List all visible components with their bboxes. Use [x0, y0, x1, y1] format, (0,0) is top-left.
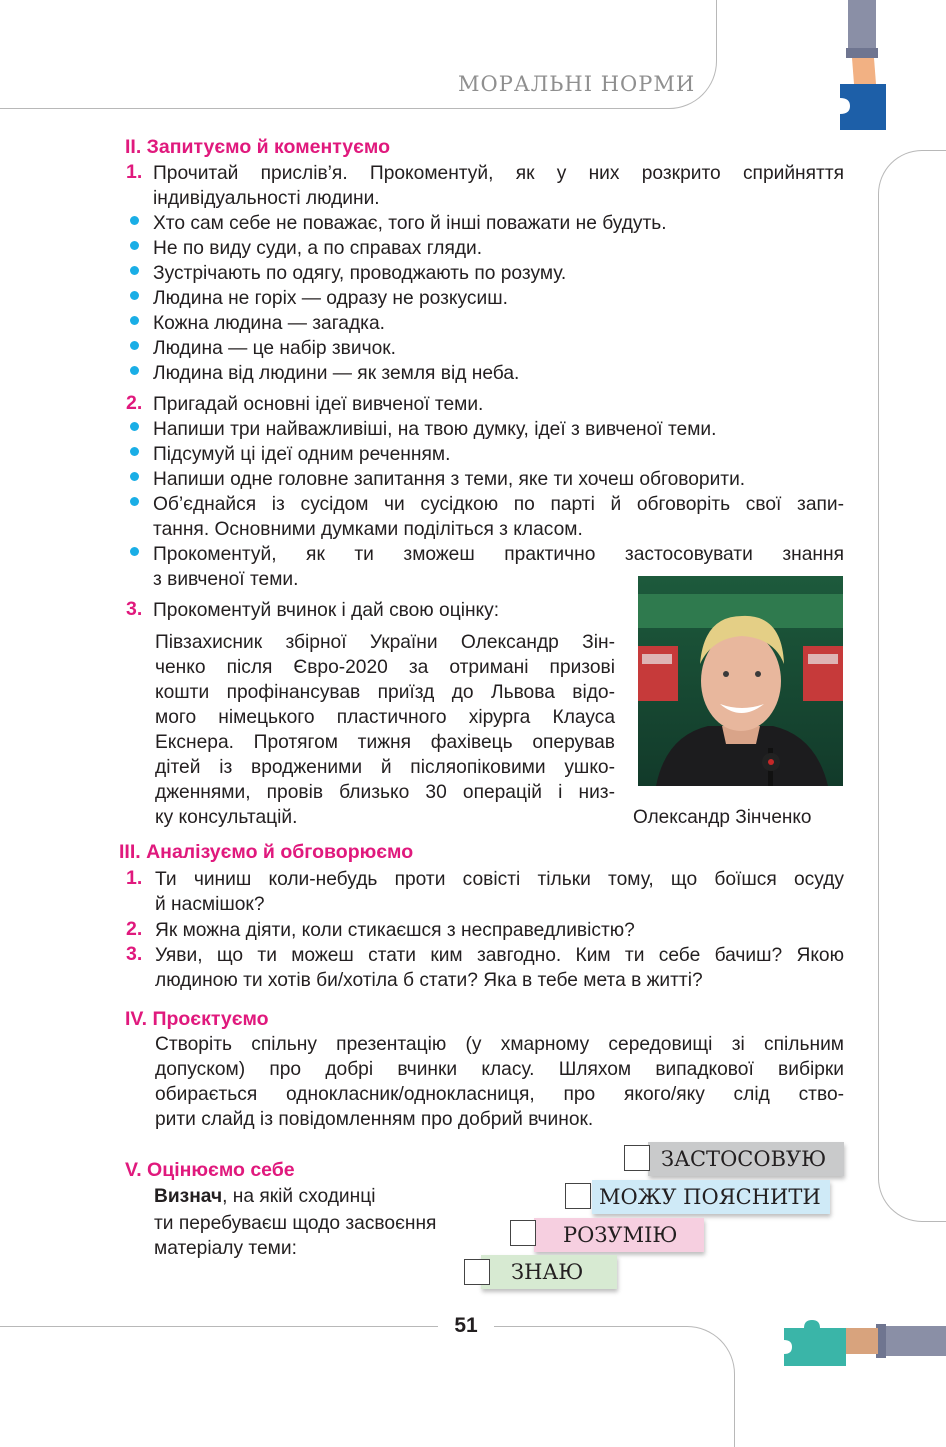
level-understand	[534, 1218, 704, 1252]
discussion-question-cont: й насмішок?	[155, 894, 265, 915]
discussion-question: Як можна діяти, коли стикаєшся з несправедливістю?	[155, 920, 635, 941]
side-tab-frame	[878, 150, 946, 1222]
story-line: Екснера. Протягом тижня фахівець оперував	[155, 732, 615, 753]
level-apply	[648, 1142, 844, 1176]
bullet-dot	[130, 422, 139, 431]
story-line: ку консультацій.	[155, 807, 298, 828]
self-assessment-instruction-cont: ти перебуваєш щодо засвоєння	[154, 1213, 437, 1234]
proverb-item: Кожна людина — загадка.	[153, 313, 385, 334]
checkbox-understand[interactable]	[510, 1220, 536, 1246]
task-2-item: Об’єднайся із сусідом чи сусідкою по парті й обговоріть свої запи-	[153, 494, 844, 515]
task-2-item: Напиши три найважливіші, на твою думку, ідеї з вивченої теми.	[153, 419, 717, 440]
bullet-dot	[130, 316, 139, 325]
level-label: ЗНАЮ	[511, 1260, 584, 1284]
bullet-dot	[130, 547, 139, 556]
section-5-heading: V. Оцінюємо себе	[125, 1159, 295, 1181]
task-2-number: 2.	[126, 392, 143, 414]
story-line: кошти профінансував приїзд до Львова відо-	[155, 682, 615, 703]
discussion-question: Уяви, що ти можеш стати ким завгодно. Ким ти себе бачиш? Якою	[155, 945, 844, 966]
proverb-item: Зустрічають по одягу, проводжають по розуму.	[153, 263, 567, 284]
proverb-item: Людина не горіх — одразу не розкусиш.	[153, 288, 508, 309]
project-text-line: допуском) про добрі вчинки класу. Шляхом випадкової вибірки	[155, 1059, 844, 1080]
task-3-number: 3.	[126, 598, 143, 620]
task-2-item-cont: тання. Основними думками поділіться з класом.	[153, 519, 583, 540]
self-assessment-instruction-cont: матеріалу теми:	[154, 1238, 297, 1259]
page-number: 51	[454, 1314, 478, 1337]
running-title: МОРАЛЬНІ НОРМИ	[458, 72, 696, 96]
hand-holding-puzzle-icon	[834, 0, 894, 132]
task-2-item: Напиши одне головне запитання з теми, яке ти хочеш обговорити.	[153, 469, 746, 490]
bullet-dot	[130, 341, 139, 350]
bullet-dot	[130, 291, 139, 300]
story-line: Півзахисник збірної України Олександр Зін-	[155, 632, 615, 653]
proverb-item: Не по виду суди, а по справах гляди.	[153, 238, 483, 259]
item-number: 1.	[126, 867, 143, 889]
story-line: мого німецького пластичного хірурга Клауса	[155, 707, 615, 728]
story-line: дітей із вродженими й післяопіковими ушко-	[155, 757, 615, 778]
discussion-question: Ти чиниш коли-небудь проти совісті тільки тому, що боїшся осуду	[155, 869, 844, 890]
task-2-item: Підсумуй ці ідеї одним реченням.	[153, 444, 451, 465]
level-label: МОЖУ ПОЯСНИТИ	[599, 1185, 821, 1209]
item-number: 3.	[126, 943, 143, 965]
instruction-rest: , на якій сходинці	[222, 1186, 376, 1207]
checkbox-apply[interactable]	[624, 1145, 650, 1171]
instruction-bold-word: Визнач	[154, 1186, 223, 1207]
task-1-text-cont: індивідуальності людини.	[153, 188, 380, 209]
story-line: ченко після Євро-2020 за отримані призові	[155, 657, 615, 678]
checkbox-explain[interactable]	[565, 1183, 591, 1209]
self-assessment-instruction	[154, 1184, 375, 1209]
level-label: РОЗУМІЮ	[563, 1223, 678, 1247]
section-3-heading: III. Аналізуємо й обговорюємо	[119, 841, 414, 863]
project-text-line: обирається однокласник/однокласниця, про якого/яку слід ство-	[155, 1084, 844, 1105]
hand-holding-teal-puzzle-icon	[780, 1316, 946, 1368]
bullet-dot	[130, 472, 139, 481]
section-2-heading: II. Запитуємо й коментуємо	[125, 136, 390, 158]
photo-caption: Олександр Зінченко	[633, 807, 812, 828]
checkbox-know[interactable]	[464, 1259, 490, 1285]
project-text-line: Створіть спільну презентацію (у хмарному середовищі зі спільним	[155, 1034, 844, 1055]
level-explain	[592, 1180, 830, 1214]
task-1-number: 1.	[126, 161, 143, 183]
level-label: ЗАСТОСОВУЮ	[661, 1147, 827, 1171]
task-1-text: Прочитай прислів’я. Прокоментуй, як у них розкрито сприйняття	[153, 163, 844, 184]
footer-frame-line	[0, 1326, 735, 1447]
proverb-item: Хто сам себе не поважає, того й інші поважати не будуть.	[153, 213, 667, 234]
story-line: дженнями, провів близько 30 операцій і низ-	[155, 782, 615, 803]
bullet-dot	[130, 216, 139, 225]
item-number: 2.	[126, 918, 143, 940]
task-2-item: Прокоментуй, як ти зможеш практично застосовувати знання	[153, 544, 844, 565]
proverb-item: Людина — це набір звичок.	[153, 338, 396, 359]
task-2-item-cont: з вивченої теми.	[153, 569, 299, 590]
discussion-question-cont: людиною ти хотів би/хотіла б стати? Яка в тебе мета в житті?	[155, 970, 703, 991]
proverb-item: Людина від людини — як земля від неба.	[153, 363, 520, 384]
section-4-heading: IV. Проєктуємо	[125, 1008, 269, 1030]
bullet-dot	[130, 241, 139, 250]
bullet-dot	[130, 366, 139, 375]
task-3-text: Прокоментуй вчинок і дай свою оцінку:	[153, 600, 500, 621]
bullet-dot	[130, 497, 139, 506]
bullet-dot	[130, 447, 139, 456]
zinchenko-photo	[638, 576, 843, 786]
task-2-text: Пригадай основні ідеї вивченої теми.	[153, 394, 484, 415]
project-text-line: рити слайд із повідомленням про добрий вчинок.	[155, 1109, 594, 1130]
level-know	[481, 1255, 617, 1289]
bullet-dot	[130, 266, 139, 275]
